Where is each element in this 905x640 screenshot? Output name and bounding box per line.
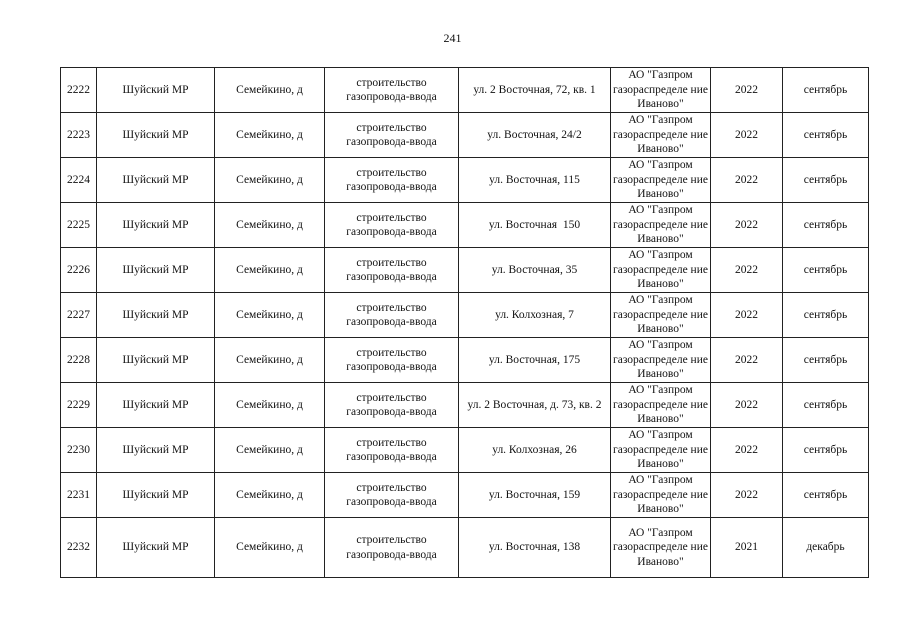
work-type-cell: строительство газопровода-ввода <box>325 293 459 338</box>
locality-cell: Семейкино, д <box>215 473 325 518</box>
work-type-cell: строительство газопровода-ввода <box>325 473 459 518</box>
table-row <box>61 518 869 578</box>
month-cell: сентябрь <box>783 158 869 203</box>
table-body <box>61 68 869 578</box>
work-type-cell: строительство газопровода-ввода <box>325 428 459 473</box>
month-cell: декабрь <box>783 518 869 578</box>
year-cell: 2022 <box>711 293 783 338</box>
table-row <box>61 428 869 473</box>
locality-cell: Семейкино, д <box>215 293 325 338</box>
year-cell: 2022 <box>711 248 783 293</box>
table-row <box>61 248 869 293</box>
work-type-cell: строительство газопровода-ввода <box>325 248 459 293</box>
district-cell: Шуйский МР <box>97 203 215 248</box>
address-cell: ул. Восточная, 115 <box>459 158 611 203</box>
month-cell: сентябрь <box>783 68 869 113</box>
organization-cell: АО "Газпром газораспределе ние Иваново" <box>611 293 711 338</box>
row-number: 2232 <box>61 518 97 578</box>
work-type-cell: строительство газопровода-ввода <box>325 158 459 203</box>
year-cell: 2022 <box>711 113 783 158</box>
month-cell: сентябрь <box>783 473 869 518</box>
address-cell: ул. Колхозная, 26 <box>459 428 611 473</box>
address-cell: ул. Колхозная, 7 <box>459 293 611 338</box>
month-cell: сентябрь <box>783 203 869 248</box>
address-cell: ул. 2 Восточная, 72, кв. 1 <box>459 68 611 113</box>
month-cell: сентябрь <box>783 293 869 338</box>
address-cell: ул. 2 Восточная, д. 73, кв. 2 <box>459 383 611 428</box>
district-cell: Шуйский МР <box>97 68 215 113</box>
work-type-cell: строительство газопровода-ввода <box>325 518 459 578</box>
table-row <box>61 158 869 203</box>
year-cell: 2021 <box>711 518 783 578</box>
district-cell: Шуйский МР <box>97 428 215 473</box>
row-number: 2227 <box>61 293 97 338</box>
organization-cell: АО "Газпром газораспределе ние Иваново" <box>611 473 711 518</box>
work-type-cell: строительство газопровода-ввода <box>325 68 459 113</box>
organization-cell: АО "Газпром газораспределе ние Иваново" <box>611 158 711 203</box>
locality-cell: Семейкино, д <box>215 428 325 473</box>
row-number: 2223 <box>61 113 97 158</box>
row-number: 2225 <box>61 203 97 248</box>
table-row <box>61 383 869 428</box>
locality-cell: Семейкино, д <box>215 203 325 248</box>
district-cell: Шуйский МР <box>97 473 215 518</box>
row-number: 2224 <box>61 158 97 203</box>
year-cell: 2022 <box>711 428 783 473</box>
row-number: 2222 <box>61 68 97 113</box>
month-cell: сентябрь <box>783 338 869 383</box>
locality-cell: Семейкино, д <box>215 68 325 113</box>
organization-cell: АО "Газпром газораспределе ние Иваново" <box>611 428 711 473</box>
row-number: 2230 <box>61 428 97 473</box>
table-row <box>61 203 869 248</box>
locality-cell: Семейкино, д <box>215 113 325 158</box>
address-cell: ул. Восточная, 138 <box>459 518 611 578</box>
table-row <box>61 293 869 338</box>
organization-cell: АО "Газпром газораспределе ние Иваново" <box>611 518 711 578</box>
page-number: 241 <box>443 31 462 45</box>
year-cell: 2022 <box>711 338 783 383</box>
table-row <box>61 68 869 113</box>
organization-cell: АО "Газпром газораспределе ние Иваново" <box>611 383 711 428</box>
district-cell: Шуйский МР <box>97 113 215 158</box>
row-number: 2228 <box>61 338 97 383</box>
address-cell: ул. Восточная, 35 <box>459 248 611 293</box>
row-number: 2226 <box>61 248 97 293</box>
organization-cell: АО "Газпром газораспределе ние Иваново" <box>611 113 711 158</box>
district-cell: Шуйский МР <box>97 248 215 293</box>
organization-cell: АО "Газпром газораспределе ние Иваново" <box>611 203 711 248</box>
organization-cell: АО "Газпром газораспределе ние Иваново" <box>611 68 711 113</box>
month-cell: сентябрь <box>783 383 869 428</box>
locality-cell: Семейкино, д <box>215 158 325 203</box>
organization-cell: АО "Газпром газораспределе ние Иваново" <box>611 248 711 293</box>
organization-cell: АО "Газпром газораспределе ние Иваново" <box>611 338 711 383</box>
month-cell: сентябрь <box>783 113 869 158</box>
district-cell: Шуйский МР <box>97 293 215 338</box>
table-row <box>61 473 869 518</box>
row-number: 2229 <box>61 383 97 428</box>
work-type-cell: строительство газопровода-ввода <box>325 383 459 428</box>
address-cell: ул. Восточная, 159 <box>459 473 611 518</box>
district-cell: Шуйский МР <box>97 158 215 203</box>
address-cell: ул. Восточная 150 <box>459 203 611 248</box>
locality-cell: Семейкино, д <box>215 383 325 428</box>
work-type-cell: строительство газопровода-ввода <box>325 203 459 248</box>
month-cell: сентябрь <box>783 248 869 293</box>
year-cell: 2022 <box>711 203 783 248</box>
table-row <box>61 113 869 158</box>
work-type-cell: строительство газопровода-ввода <box>325 338 459 383</box>
district-cell: Шуйский МР <box>97 383 215 428</box>
year-cell: 2022 <box>711 158 783 203</box>
locality-cell: Семейкино, д <box>215 518 325 578</box>
address-cell: ул. Восточная, 175 <box>459 338 611 383</box>
year-cell: 2022 <box>711 68 783 113</box>
locality-cell: Семейкино, д <box>215 248 325 293</box>
year-cell: 2022 <box>711 473 783 518</box>
table-row <box>61 338 869 383</box>
gas-connection-table <box>60 67 869 578</box>
year-cell: 2022 <box>711 383 783 428</box>
district-cell: Шуйский МР <box>97 518 215 578</box>
address-cell: ул. Восточная, 24/2 <box>459 113 611 158</box>
work-type-cell: строительство газопровода-ввода <box>325 113 459 158</box>
row-number: 2231 <box>61 473 97 518</box>
month-cell: сентябрь <box>783 428 869 473</box>
district-cell: Шуйский МР <box>97 338 215 383</box>
locality-cell: Семейкино, д <box>215 338 325 383</box>
